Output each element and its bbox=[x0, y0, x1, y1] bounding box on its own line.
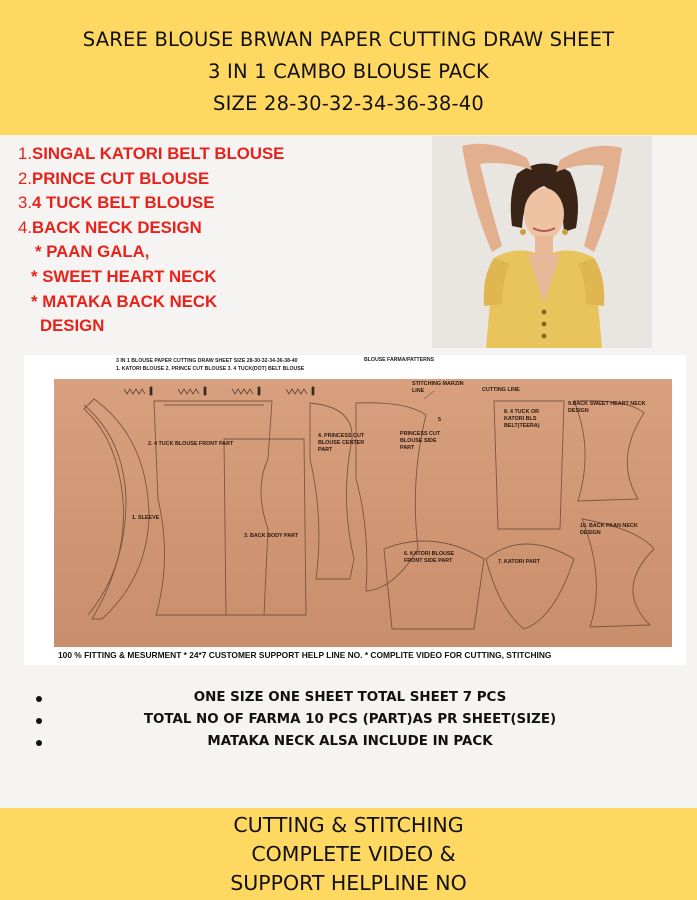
footer-line: COMPLETE VIDEO & bbox=[251, 842, 456, 866]
label-tuck-belt: 8. 4 TUCK OR KATORI BLS BELT(TEERA) bbox=[504, 409, 540, 429]
feature-list bbox=[18, 142, 428, 339]
feature-item: 2.PRINCE CUT BLOUSE bbox=[18, 168, 210, 188]
label-sleeve: 1. SLEEVE bbox=[132, 515, 160, 521]
footer-line: CUTTING & STITCHING bbox=[233, 813, 464, 837]
label-paan-neck: 10. BACK PAAN NECK DESIGN bbox=[580, 523, 638, 536]
label-sweet-heart: 9.BACK SWEET HEART NECK DESIGN bbox=[568, 401, 646, 414]
header-sizes: SIZE 28-30-32-34-36-38-40 bbox=[213, 92, 484, 115]
bullet-list bbox=[30, 690, 670, 756]
pattern-sheet-image bbox=[24, 355, 686, 665]
header-banner bbox=[0, 0, 697, 135]
bullet-item: MATAKA NECK ALSA INCLUDE IN PACK bbox=[30, 734, 670, 756]
header-subtitle: 3 IN 1 CAMBO BLOUSE PACK bbox=[208, 60, 489, 83]
sheet-footer-text: 100 % FITTING & MESURMENT * 24*7 CUSTOMER SUPPORT HELP LINE NO. * COMPLITE VIDEO FOR CUTTING, STITCHING bbox=[58, 650, 552, 660]
label-princess-center: 4. PRINCESS CUT BLOUSE CENTER PART bbox=[318, 433, 365, 453]
brown-paper bbox=[54, 379, 672, 647]
label-cutting-line: CUTTING LINE bbox=[482, 387, 520, 393]
feature-item: 1.SINGAL KATORI BELT BLOUSE bbox=[18, 144, 285, 163]
feature-subitem: DESIGN bbox=[40, 316, 105, 336]
model-illustration bbox=[432, 136, 652, 348]
label-princess-side-num: 5 bbox=[438, 417, 441, 423]
bullet-item: TOTAL NO OF FARMA 10 PCS (PART)AS PR SHEET(SIZE) bbox=[30, 712, 670, 734]
feature-subitem: * MATAKA BACK NECK bbox=[31, 291, 218, 311]
footer-banner bbox=[0, 808, 697, 900]
bullet-item: ONE SIZE ONE SHEET TOTAL SHEET 7 PCS bbox=[30, 690, 670, 712]
label-katori-part: 7. KATORI PART bbox=[498, 559, 540, 565]
feature-subitem: * PAAN GALA, bbox=[35, 242, 150, 262]
header-title: SAREE BLOUSE BRWAN PAPER CUTTING DRAW SHEET bbox=[82, 28, 615, 51]
feature-item: 4.BACK NECK DESIGN bbox=[18, 217, 202, 237]
feature-subitem: * SWEET HEART NECK bbox=[31, 266, 217, 286]
label-back-body: 3. BACK BODY PART bbox=[244, 533, 299, 539]
sheet-heading: 3 IN 1 BLOUSE PAPER CUTTING DRAW SHEET SIZE 28-30-32-34-36-38-40 1. KATORI BLOUSE 2. PRINCE CUT BLOUSE 3. 4 TUCK(DOT) BELT BLOUSE bbox=[116, 358, 305, 372]
model-photo bbox=[432, 136, 652, 348]
label-tuck-front: 2. 4 TUCK BLOUSE FRONT PART bbox=[148, 441, 234, 447]
label-katori-front-side: 6. KATORI BLOUSE FRONT SIDE PART bbox=[404, 551, 455, 564]
label-stitching-margin: STITCHING MARZIN LINE bbox=[412, 381, 464, 394]
pattern-drawing bbox=[54, 379, 672, 647]
sheet-farma-label: BLOUSE FARMA/PATTERNS bbox=[364, 357, 435, 363]
feature-item: 3.4 TUCK BELT BLOUSE bbox=[18, 193, 215, 213]
footer-line: SUPPORT HELPLINE NO bbox=[230, 871, 467, 895]
label-princess-side: PRINCESS CUT BLOUSE SIDE PART bbox=[400, 431, 441, 451]
